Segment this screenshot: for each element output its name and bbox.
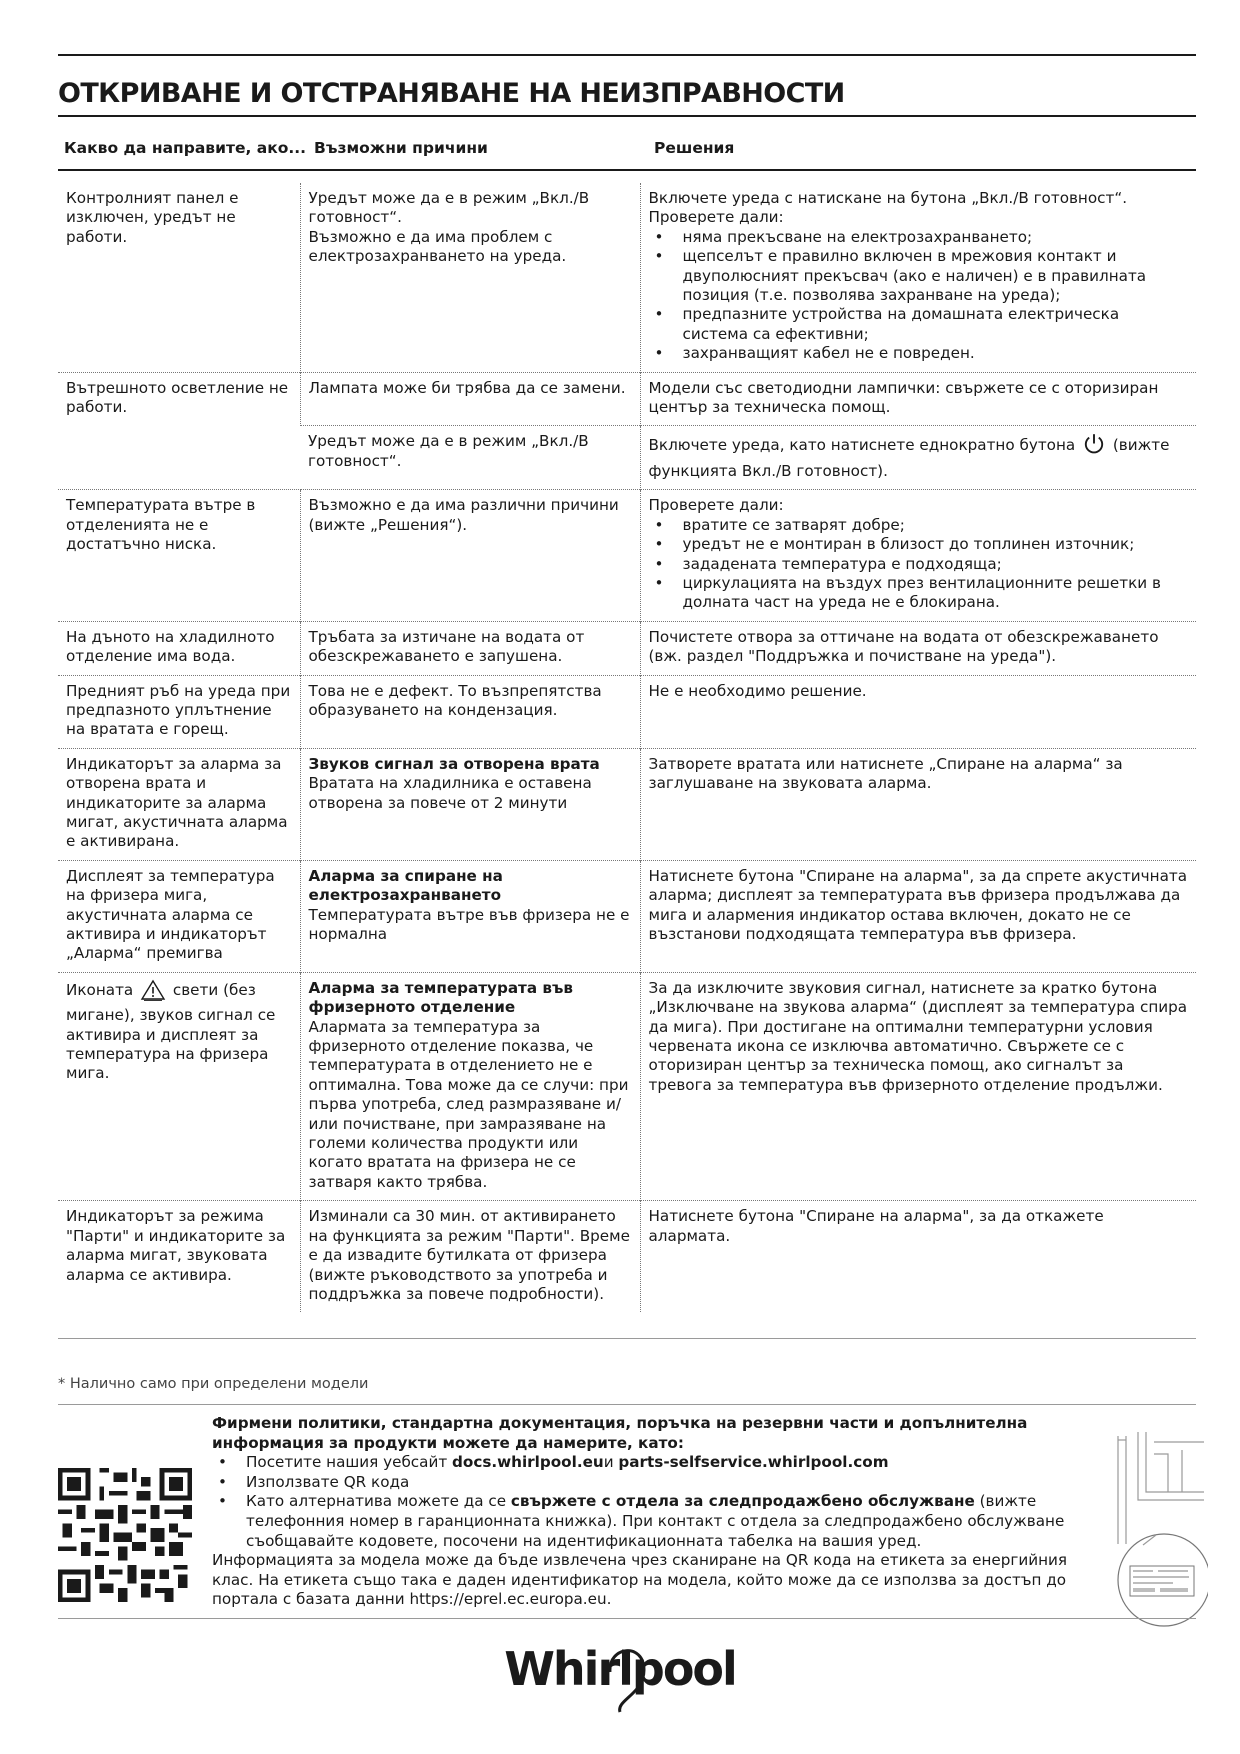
solution-cell: Модели със светодиодни лампички: свържете се с оторизиран център за техническа помощ. bbox=[640, 372, 1196, 426]
list-item: • уредът не е монтиран в близост до топлинен източник; bbox=[649, 535, 1189, 554]
solution-cell bbox=[640, 183, 1196, 372]
page-title: ОТКРИВАНЕ И ОТСТРАНЯВАНЕ НА НЕИЗПРАВНОСТИ bbox=[58, 78, 1196, 117]
cause-cell: Уредът може да е в режим „Вкл./В готовност“. bbox=[300, 426, 640, 490]
solution-list bbox=[649, 516, 1189, 613]
cause-title: Звуков сигнал за отворена врата bbox=[308, 754, 600, 773]
list-item: • няма прекъсване на електрозахранването; bbox=[649, 228, 1189, 247]
list-item: • щепселът е правилно включен в мрежовия контакт и двуполюсният прекъсвач (ако е наличен) е в правилната позиция (т.е. позволява захранване на уреда); bbox=[649, 247, 1189, 305]
table-row bbox=[58, 621, 1196, 675]
bottom-rule bbox=[58, 1618, 1196, 1619]
solution-intro: Проверете дали: bbox=[648, 496, 784, 515]
column-header-problem: Какво да направите, ако... bbox=[64, 139, 307, 157]
solution-cell: Почистете отвора за оттичане на водата от обезскрежаването (вж. раздел "Поддръжка и почистване на уреда"). bbox=[640, 621, 1196, 675]
cause-cell: Изминали са 30 мин. от активирането на функцията за режим "Парти". Време е да извадите бутилката от фризера (вижте ръководството за употреба и поддръжка за повече подробности). bbox=[300, 1201, 640, 1313]
info-block bbox=[212, 1414, 1082, 1610]
solution-cell: Затворете вратата или натиснете „Спиране на аларма“ за заглушаване на звуковата аларма. bbox=[640, 748, 1196, 860]
top-rule bbox=[58, 54, 1196, 56]
problem-cell: Температурата вътре в отделенията не е достатъчно ниска. bbox=[58, 490, 300, 621]
brand-wordmark: Whirlpool bbox=[504, 1642, 736, 1696]
cause-title: Аларма за спиране на електрозахранването bbox=[308, 866, 503, 905]
info-bold: свържете с отдела за следпродажбено обслужване bbox=[510, 1492, 975, 1511]
table-row bbox=[58, 748, 1196, 860]
cause-cell bbox=[300, 860, 640, 972]
problem-text: Иконата bbox=[66, 980, 134, 999]
logo-swirl-icon bbox=[600, 1634, 652, 1714]
table-row bbox=[58, 972, 1196, 1200]
table-row bbox=[58, 490, 1196, 621]
solution-cell: Не е необходимо решение. bbox=[640, 675, 1196, 748]
qr-code[interactable] bbox=[58, 1468, 192, 1602]
problem-text: свети (без мигане), звуков сигнал се активира и дисплеят за температура на фризера мига. bbox=[66, 980, 276, 1083]
solution-cell bbox=[640, 490, 1196, 621]
table-row bbox=[58, 860, 1196, 972]
cause-cell: Това не е дефект. То възпрепятства образуването на кондензация. bbox=[300, 675, 640, 748]
footnote: * Налично само при определени модели bbox=[58, 1376, 369, 1392]
list-item bbox=[212, 1453, 1082, 1473]
solution-text: Включете уреда, като натиснете еднократно бутона bbox=[648, 436, 1076, 455]
problem-cell: Предният ръб на уреда при предпазното уплътнение на вратата е горещ. bbox=[58, 675, 300, 748]
solution-cell: Натиснете бутона "Спиране на аларма", за да спрете акустичната аларма; дисплеят за температурата във фризера продължава да мига и алармения индикатор остава включен, докато не се възстанови подходящата температура във фризера. bbox=[640, 860, 1196, 972]
problem-cell: На дъното на хладилното отделение има вода. bbox=[58, 621, 300, 675]
cause-cell bbox=[300, 972, 640, 1200]
column-header-solution: Решения bbox=[654, 139, 735, 157]
column-header-cause: Възможни причини bbox=[314, 139, 488, 157]
solution-list bbox=[649, 228, 1189, 364]
solution-cell bbox=[640, 426, 1196, 490]
website-link[interactable]: docs.whirlpool.eu bbox=[452, 1453, 604, 1472]
cause-cell bbox=[300, 748, 640, 860]
info-text: (вижте телефонния номер в гаранционната книжка). При контакт с отдела за следпродажбено обслужване съобщавайте кодовете, посочени на идентификационната табелка на вашия уред. bbox=[246, 1492, 1065, 1550]
table-row bbox=[58, 1201, 1196, 1313]
info-list bbox=[212, 1453, 1082, 1551]
problem-cell: Дисплеят за температура на фризера мига, акустичната аларма се активира и индикаторът „Аларма“ премигва bbox=[58, 860, 300, 972]
alarm-triangle-icon bbox=[140, 979, 166, 1006]
cause-text: Вратата на хладилника е оставена отворена за повече от 2 минути bbox=[308, 774, 592, 812]
list-item bbox=[212, 1492, 1082, 1551]
problem-cell: Вътрешното осветление не работи. bbox=[58, 372, 300, 490]
problem-cell bbox=[58, 972, 300, 1200]
info-lead: Фирмени политики, стандартна документация, поръчка на резервни части и допълнителна информация за продукти можете да намерите, като: bbox=[212, 1414, 1028, 1452]
divider bbox=[58, 1404, 1196, 1405]
table-row bbox=[58, 183, 1196, 372]
power-icon bbox=[1082, 432, 1106, 461]
cause-title: Аларма за температурата във фризерното отделение bbox=[308, 978, 574, 1017]
list-item: • зададената температура е подходяща; bbox=[649, 555, 1189, 574]
cause-text: Температурата вътре във фризера не е нормална bbox=[308, 905, 630, 943]
problem-cell: Индикаторът за аларма за отворена врата и индикаторите за аларма мигат, акустичната аларма е активирана. bbox=[58, 748, 300, 860]
problem-cell: Контролният панел е изключен, уредът не работи. bbox=[66, 189, 239, 246]
troubleshooting-table bbox=[58, 183, 1196, 1312]
info-text: и bbox=[603, 1453, 619, 1472]
solution-text: (вижте функцията Вкл./В готовност). bbox=[648, 436, 1170, 480]
solution-cell: Натиснете бутона "Спиране на аларма", за да откажете алармата. bbox=[640, 1201, 1196, 1313]
header-rule bbox=[58, 169, 1196, 171]
cause-cell: Лампата може би трябва да се замени. bbox=[300, 372, 640, 426]
table-row bbox=[58, 675, 1196, 748]
cause-cell: Възможно е да има различни причини (вижте „Решения“). bbox=[300, 490, 640, 621]
problem-cell: Индикаторът за режима "Парти" и индикаторите за аларма мигат, звуковата аларма се активира. bbox=[58, 1201, 300, 1313]
rating-plate-illustration bbox=[1098, 1432, 1208, 1632]
list-item: • циркулацията на въздух през вентилационните решетки в долната част на уреда не е блокирана. bbox=[649, 574, 1189, 613]
table-bottom-rule bbox=[58, 1338, 1196, 1339]
cause-cell: Уредът може да е в режим „Вкл./В готовност“. Възможно е да има проблем с електрозахранването на уреда. bbox=[300, 183, 640, 372]
solution-intro: Включете уреда с натискане на бутона „Вкл./В готовност“. Проверете дали: bbox=[648, 189, 1128, 227]
table-row bbox=[58, 372, 1196, 426]
list-item: • Използвате QR кода bbox=[212, 1473, 1082, 1493]
list-item: • предпазните устройства на домашната електрическа система са ефективни; bbox=[649, 305, 1189, 344]
info-text: Като алтернатива можете да се bbox=[246, 1492, 511, 1511]
info-closing: Информацията за модела може да бъде извлечена чрез сканиране на QR кода на етикета за енергийния клас. На етикета също така е даден идентификатор на модела, който може да се използва за достъп до портала с базата данни https://eprel.ec.europa.eu. bbox=[212, 1551, 1068, 1609]
list-item: • захранващият кабел не е повреден. bbox=[649, 344, 1189, 363]
list-item: • вратите се затварят добре; bbox=[649, 516, 1189, 535]
cause-text: Алармата за температура за фризерното отделение показва, че температурата в отделението не е оптимална. Това може да се случи: при първа употреба, след размразяване и/или почистване, при замразяване на големи количества продукти или когато вратата на фризера не се затваря както трябва. bbox=[308, 1017, 629, 1191]
solution-cell: За да изключите звуковия сигнал, натиснете за кратко бутона „Изключване на звукова аларма“ (дисплеят за температура спира да мига). При достигане на оптимални температурни условия червената икона се изключва автоматично. Свържете се с оторизиран център за техническа помощ, ако сигналът за тревога за температура във фризерното отделение продължи. bbox=[640, 972, 1196, 1200]
parts-website-link[interactable]: parts-selfservice.whirlpool.com bbox=[618, 1453, 889, 1472]
info-text: Посетите нашия уебсайт bbox=[246, 1453, 453, 1472]
cause-cell: Тръбата за изтичане на водата от обезскрежаването е запушена. bbox=[300, 621, 640, 675]
